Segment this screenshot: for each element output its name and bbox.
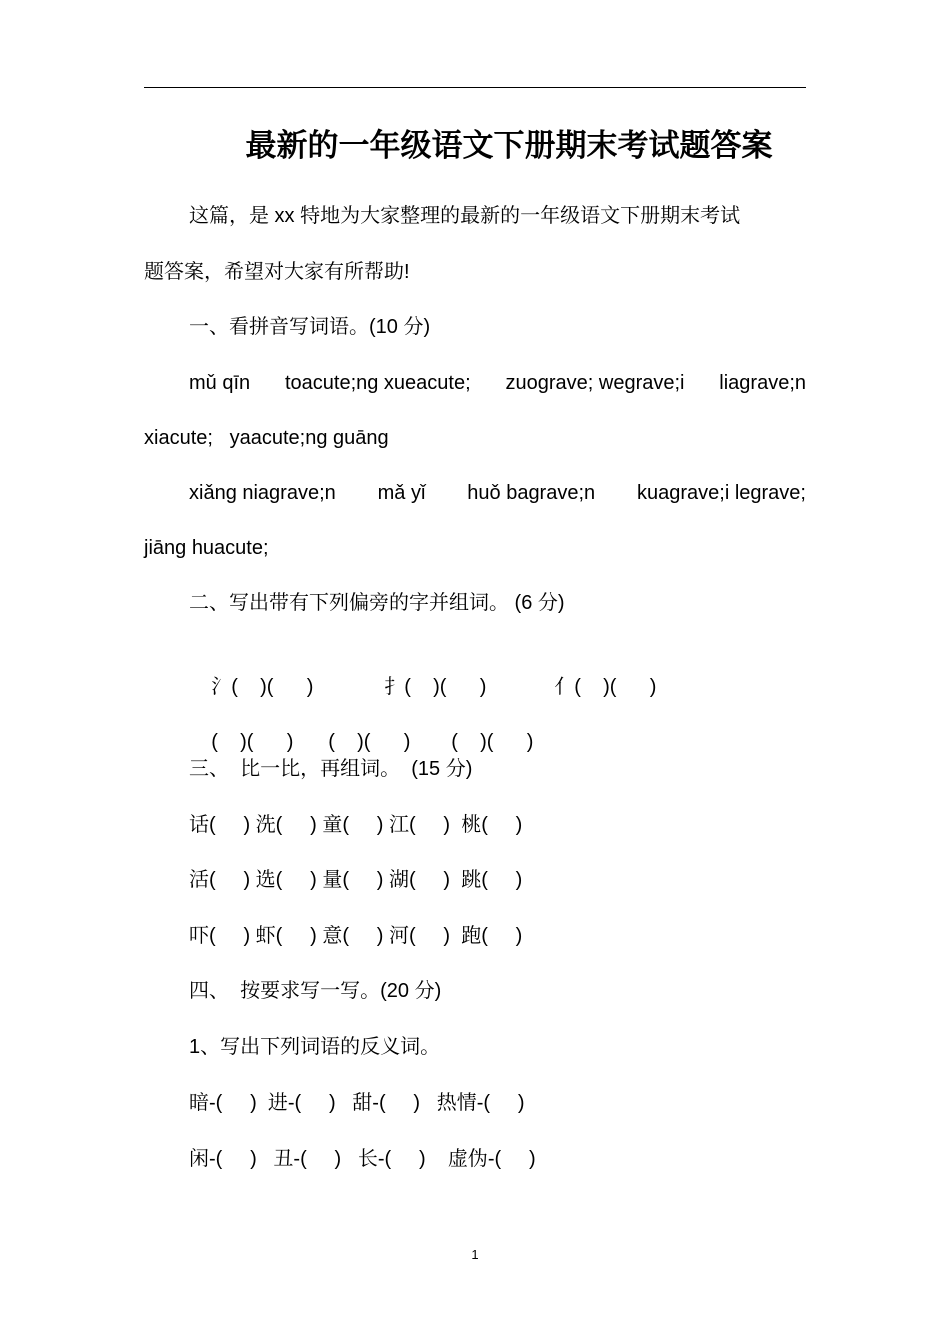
pinyin-item: mǎ yǐ [377,482,426,504]
compare-row-1: 话( ) 洗( ) 童( ) 江( ) 桃( ) [189,814,523,836]
radical-item: ( )( ) [328,731,411,753]
section-2-heading: 二、写出带有下列偏旁的字并组词。 (6 分) [189,592,565,614]
intro-line-1: 这篇，是 xx 特地为大家整理的最新的一年级语文下册期末考试 [189,205,741,227]
page-number: 1 [471,1247,479,1262]
radical-item: ( )( ) [451,731,534,753]
compare-row-2: 活( ) 选( ) 量( ) 湖( ) 跳( ) [189,869,523,891]
radical-item: 亻( )( ) [554,676,657,698]
radical-item: 氵( )( ) [211,676,314,698]
radical-item: 扌( )( ) [384,676,487,698]
compare-row-3: 吓( ) 虾( ) 意( ) 河( ) 跑( ) [189,925,523,947]
pinyin-item: xiǎng niagrave;n [189,482,336,504]
section-3-heading: 三、 比一比，再组词。 (15 分) [189,758,473,780]
pinyin-item: toacute;ng xueacute; [284,372,471,394]
antonym-row-1: 暗-( ) 进-( ) 甜-( ) 热情-( ) [189,1092,525,1114]
header-rule [144,87,806,88]
radical-item: ( )( ) [211,731,294,753]
pinyin-item: mǔ qīn [189,372,251,394]
intro-line-2: 题答案，希望对大家有所帮助! [144,261,410,283]
pinyin-item: liagrave;n [719,372,806,394]
pinyin-item: huǒ bagrave;n [467,482,596,504]
document-title: 最新的一年级语文下册期末考试题答案 [245,128,773,164]
pinyin-item: kuagrave;i legrave; [637,482,806,504]
pinyin-row-2-continued: jiāng huacute; [144,537,269,559]
pinyin-row-1-continued: xiacute; yaacute;ng guāng [144,427,389,449]
section-4-heading: 四、 按要求写一写。(20 分) [189,980,442,1002]
pinyin-item: zuograve; wegrave;i [505,372,685,394]
antonym-row-2: 闲-( ) 丑-( ) 长-( ) 虚伪-( ) [189,1148,536,1170]
section-4-subheading: 1、写出下列词语的反义词。 [189,1036,441,1058]
pinyin-row-2 [144,479,806,507]
pinyin-row-1 [144,369,806,397]
section-1-heading: 一、看拼音写词语。(10 分) [189,316,431,338]
